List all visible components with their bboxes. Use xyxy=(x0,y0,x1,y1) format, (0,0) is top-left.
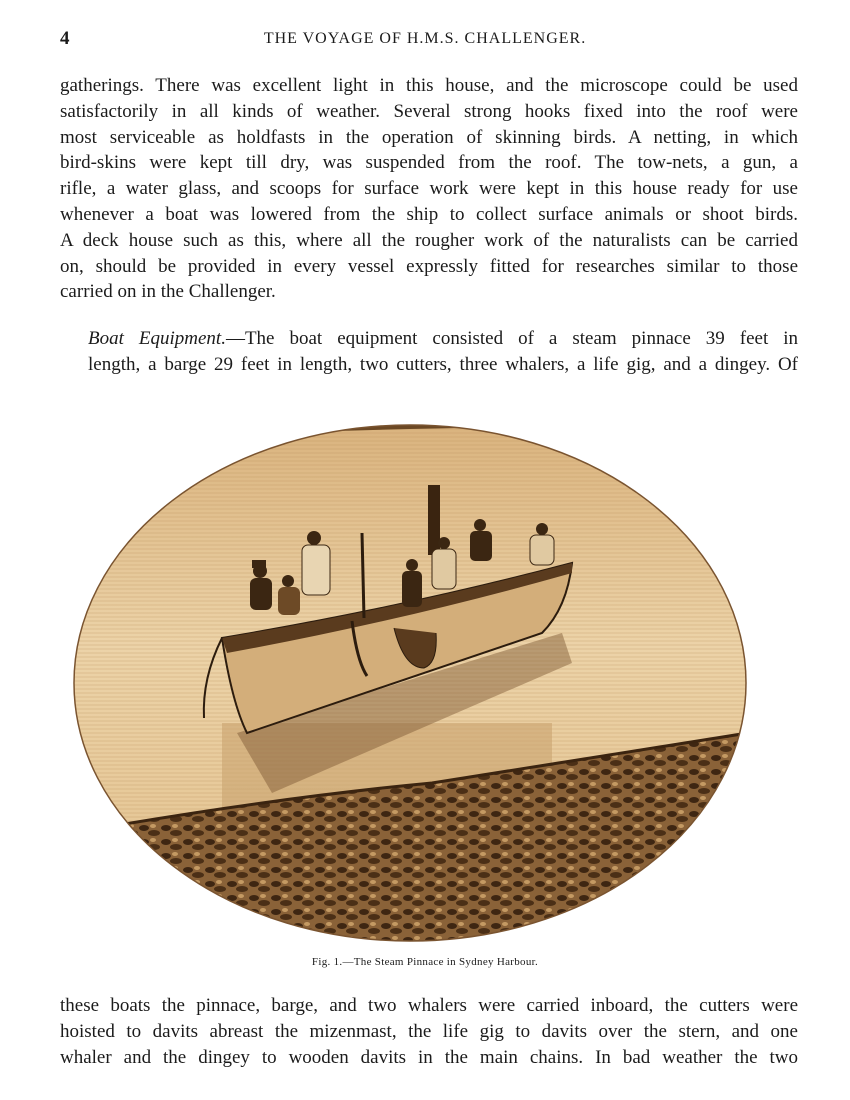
text-line xyxy=(60,326,798,352)
text-line: hoisted to davits abreast the mizenmast, the life gig to davits over the stern, and one xyxy=(60,1020,798,1042)
text-line: gatherings. There was excellent light in this house, and the microscope could be used xyxy=(60,75,798,96)
text-line: whenever a boat was lowered from the ship to collect surface animals or shoot birds. xyxy=(60,203,798,225)
text-line: carried on in the Challenger. xyxy=(60,281,276,303)
running-title: THE VOYAGE OF H.M.S. CHALLENGER. xyxy=(263,30,587,47)
figure-steam-pinnace xyxy=(72,403,748,943)
text-run: —The boat equipment consisted of a steam pinnace 39 feet in xyxy=(225,328,798,349)
text-line: rifle, a water glass, and scoops for surface work were kept in this house ready for use xyxy=(60,178,798,200)
engraving-illustration xyxy=(72,403,748,943)
text-line: most serviceable as holdfasts in the operation of skinning birds. A netting, in which xyxy=(60,126,798,148)
text-line: length, a barge 29 feet in length, two cutters, three whalers, a life gig, and a dingey. Of xyxy=(88,353,798,375)
paragraph-boats-stowage xyxy=(60,993,798,1070)
figure-caption: Fig. 1.—The Steam Pinnace in Sydney Harbour. xyxy=(311,956,539,968)
text-line: satisfactorily in all kinds of weather. Several strong hooks fixed into the roof were xyxy=(60,100,798,122)
page-number: 4 xyxy=(60,28,70,49)
text-line: bird-skins were kept till dry, was suspended from the roof. The tow-nets, a gun, a xyxy=(60,152,798,174)
text-line: these boats the pinnace, barge, and two whalers were carried inboard, the cutters were xyxy=(60,995,798,1016)
text-line: A deck house such as this, where all the rougher work of the naturalists can be carried xyxy=(60,229,798,251)
paragraph-deck-house xyxy=(60,73,798,305)
paragraph-boat-equipment xyxy=(60,326,798,378)
text-line: whaler and the dingey to wooden davits in the main chains. In bad weather the two xyxy=(60,1046,798,1068)
section-heading: Boat Equipment. xyxy=(88,328,226,349)
text-line: on, should be provided in every vessel expressly fitted for researches similar to those xyxy=(60,255,798,277)
